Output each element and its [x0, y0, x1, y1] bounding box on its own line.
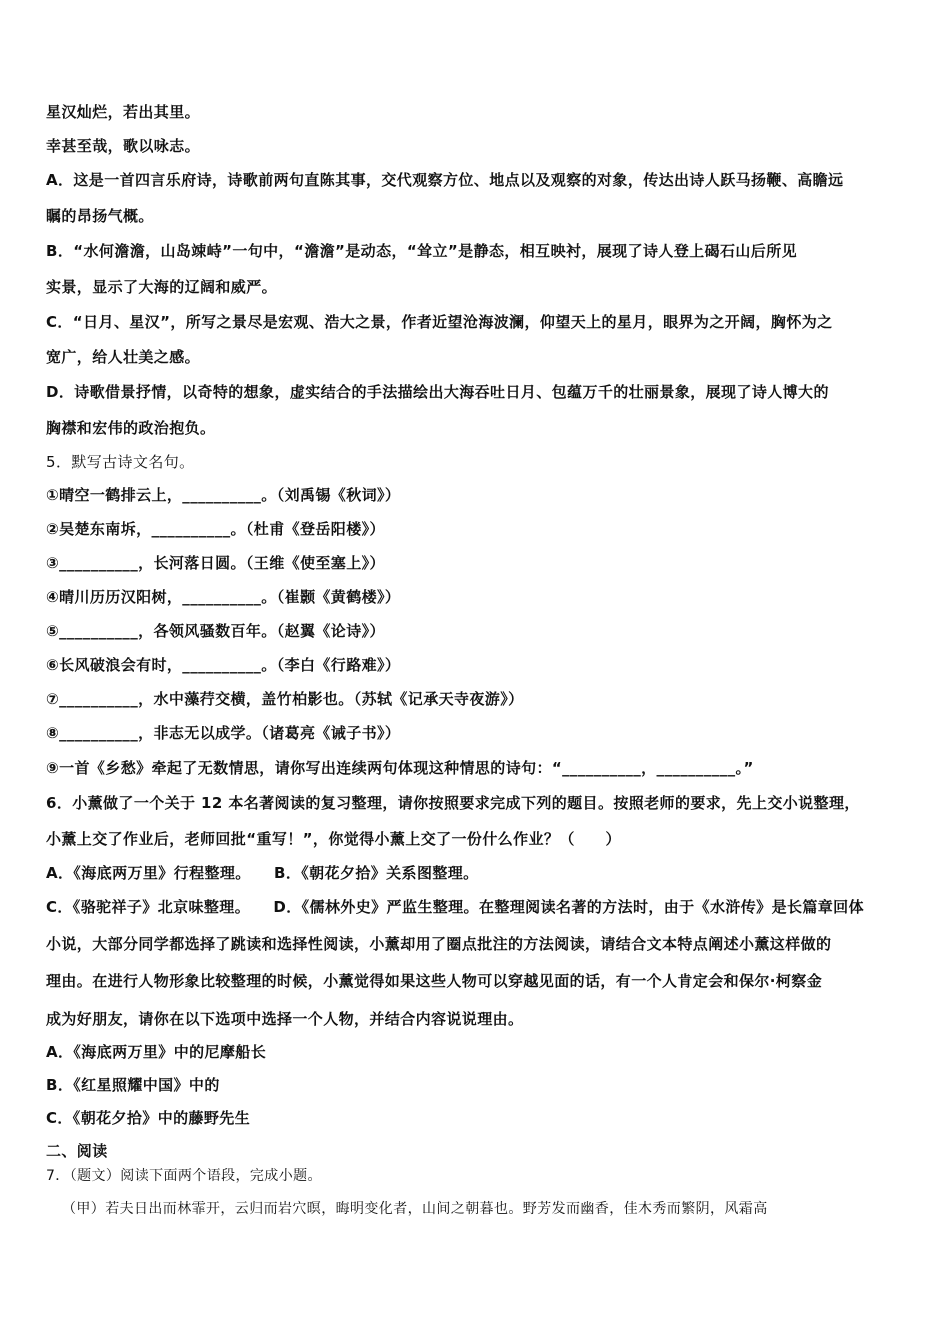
- q5-item-8: ⑧__________，非志无以成学。（诸葛亮《诫子书》）: [46, 724, 401, 742]
- poem-line-2: 幸甚至哉，歌以咏志。: [46, 137, 201, 155]
- q5-item-5: ⑤__________，各领风骚数百年。（赵翼《论诗》）: [46, 622, 385, 640]
- option-c-line-1: C．“日月、星汉”，所写之景尽是宏观、浩大之景，作者近望沧海波澜，仰望天上的星月，眼界为之开阔，胸怀为之: [46, 313, 833, 331]
- q6-option-cd: C．《骆驼祥子》北京味整理。 D．《儒林外史》严监生整理。在整理阅读名著的方法时，由于《水浒传》是长篇章回体: [46, 898, 864, 916]
- q6-choice-b: B．《红星照耀中国》中的: [46, 1076, 220, 1094]
- option-b-line-2: 实景，显示了大海的辽阔和威严。: [46, 278, 278, 296]
- q6-line-7: 成为好朋友，请你在以下选项中选择一个人物，并结合内容说说理由。: [46, 1010, 524, 1028]
- q6-choice-c: C．《朝花夕拾》中的藤野先生: [46, 1109, 251, 1127]
- q5-item-6: ⑥长风破浪会有时，__________。（李白《行路难》）: [46, 656, 401, 674]
- section-heading: 二、阅读: [46, 1142, 108, 1160]
- q5-item-7: ⑦__________，水中藻荇交横，盖竹柏影也。（苏轼《记承天寺夜游》）: [46, 690, 524, 708]
- q5-item-2: ②吴楚东南坼，__________。（杜甫《登岳阳楼》）: [46, 520, 385, 538]
- q6-line-1: 6．小薰做了一个关于 12 本名著阅读的复习整理，请你按照要求完成下列的题目。按照老师的要求，先上交小说整理，: [46, 794, 860, 812]
- q5-item-4: ④晴川历历汉阳树，__________。（崔颢《黄鹤楼》）: [46, 588, 401, 606]
- q7-title: 7．（题文）阅读下面两个语段，完成小题。: [46, 1168, 322, 1184]
- q6-line-5: 小说，大部分同学都选择了跳读和选择性阅读，小薰却用了圈点批注的方法阅读，请结合文本特点阐述小薰这样做的: [46, 935, 832, 953]
- option-b-line-1: B．“水何澹澹，山岛竦峙”一句中，“澹澹”是动态，“耸立”是静态，相互映衬，展现了诗人登上碣石山后所见: [46, 242, 797, 260]
- q6-line-6: 理由。在进行人物形象比较整理的时候，小薰觉得如果这些人物可以穿越见面的话，有一个人肯定会和保尔·柯察金: [46, 972, 823, 990]
- option-a-line-1: A．这是一首四言乐府诗，诗歌前两句直陈其事，交代观察方位、地点以及观察的对象，传达出诗人跃马扬鞭、高瞻远: [46, 171, 844, 189]
- option-d-line-1: D．诗歌借景抒情，以奇特的想象，虚实结合的手法描绘出大海吞吐日月、包蕴万千的壮丽景象，展现了诗人博大的: [46, 383, 829, 401]
- option-d-line-2: 胸襟和宏伟的政治抱负。: [46, 419, 216, 437]
- option-c-line-2: 宽广，给人壮美之感。: [46, 348, 201, 366]
- q6-choice-a: A．《海底两万里》中的尼摩船长: [46, 1043, 267, 1061]
- q5-item-1: ①晴空一鹤排云上，__________。（刘禹锡《秋词》）: [46, 486, 401, 504]
- poem-line-1: 星汉灿烂，若出其里。: [46, 103, 201, 121]
- q5-title: 5．默写古诗文名句。: [46, 453, 195, 471]
- q5-item-3: ③__________，长河落日圆。（王维《使至塞上》）: [46, 554, 385, 572]
- option-a-line-2: 瞩的昂扬气概。: [46, 207, 154, 225]
- q6-line-2: 小薰上交了作业后，老师回批“重写！”，你觉得小薰上交了一份什么作业？（ ）: [46, 830, 621, 848]
- q5-item-9: ⑨一首《乡愁》牵起了无数情思，请你写出连续两句体现这种情思的诗句：“__________，__________。”: [46, 759, 754, 777]
- q6-option-ab: A．《海底两万里》行程整理。 B．《朝花夕拾》关系图整理。: [46, 864, 479, 882]
- q7-passage-jia: （甲）若夫日出而林霏开，云归而岩穴暝，晦明变化者，山间之朝暮也。野芳发而幽香，佳木秀而繁阴，风霜高: [62, 1201, 768, 1217]
